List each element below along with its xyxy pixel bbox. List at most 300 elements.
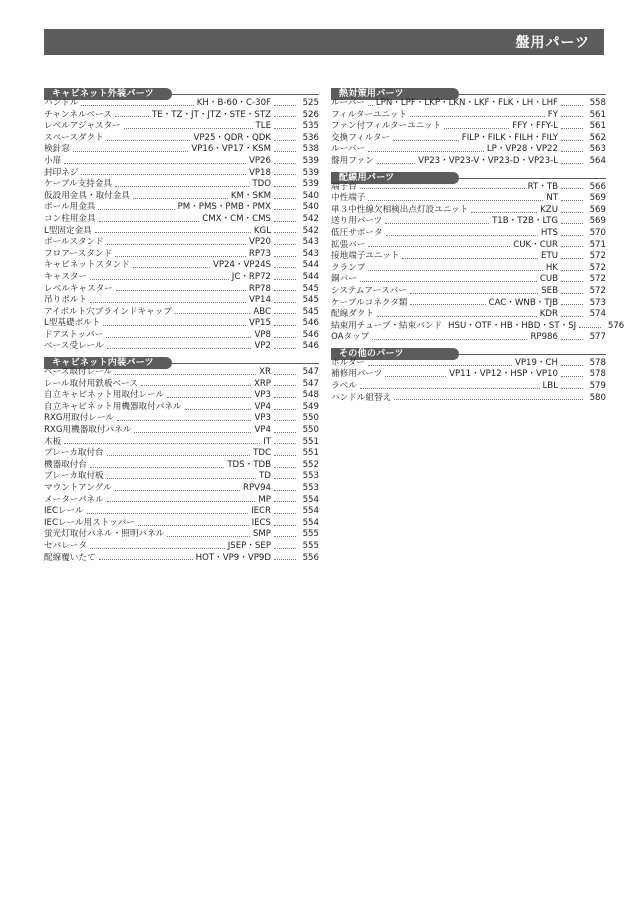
entry-name: 拡張バー bbox=[331, 239, 366, 250]
index-entry bbox=[331, 320, 625, 333]
entry-name: セパレータ bbox=[44, 540, 87, 551]
index-entry bbox=[44, 402, 319, 414]
dot-leader bbox=[274, 105, 296, 106]
dot-leader bbox=[99, 559, 193, 560]
dot-leader bbox=[107, 501, 256, 502]
entry-codes: RP78 bbox=[248, 283, 271, 294]
dot-leader bbox=[385, 376, 446, 377]
dot-leader bbox=[124, 128, 253, 129]
entry-page: 536 bbox=[302, 132, 319, 143]
entry-name: キャビネットスタンド bbox=[44, 260, 130, 271]
section-title: 熱対策用パーツ bbox=[331, 88, 459, 100]
dot-leader bbox=[561, 281, 583, 282]
entry-codes: VP14 bbox=[249, 295, 271, 306]
entry-page: 542 bbox=[302, 225, 319, 236]
entry-codes: CUB bbox=[539, 274, 558, 285]
dot-leader bbox=[410, 304, 485, 305]
index-entry bbox=[44, 518, 319, 530]
entry-codes: KH・B-60・C-30F bbox=[196, 98, 271, 108]
index-entry bbox=[331, 274, 606, 286]
entry-codes: KM・SKM bbox=[230, 190, 271, 201]
index-entry bbox=[44, 425, 319, 437]
dot-leader bbox=[402, 258, 538, 259]
entry-page: 550 bbox=[302, 425, 319, 436]
dot-leader bbox=[561, 376, 583, 377]
dot-leader bbox=[274, 337, 296, 338]
index-entry bbox=[44, 249, 319, 261]
index-entry bbox=[44, 390, 319, 402]
entry-codes: VP20 bbox=[249, 237, 271, 248]
dot-leader bbox=[167, 536, 250, 537]
entry-page: 539 bbox=[302, 155, 319, 166]
dot-leader bbox=[393, 140, 459, 141]
index-entry bbox=[44, 226, 319, 238]
index-entry bbox=[44, 307, 319, 319]
dot-leader bbox=[368, 151, 484, 152]
entry-name: ベース取付レール bbox=[44, 367, 113, 378]
entry-page: 545 bbox=[302, 295, 319, 306]
index-entry bbox=[331, 251, 606, 263]
dot-leader bbox=[64, 163, 246, 164]
entry-page: 561 bbox=[589, 121, 606, 132]
dot-leader bbox=[133, 267, 210, 268]
dot-leader bbox=[561, 116, 583, 117]
dot-leader bbox=[561, 304, 583, 305]
dot-leader bbox=[386, 235, 538, 236]
dot-leader bbox=[133, 198, 228, 199]
entry-page: 551 bbox=[302, 448, 319, 459]
dot-leader bbox=[64, 443, 260, 444]
entry-codes: RP73 bbox=[248, 248, 271, 259]
entry-codes: FILP・FILK・FILH・FILY bbox=[461, 132, 558, 143]
section-title: キャビネット外装パーツ bbox=[44, 88, 172, 100]
index-entry bbox=[331, 381, 606, 393]
entry-codes: JC・RP72 bbox=[231, 271, 271, 282]
dot-leader bbox=[274, 325, 296, 326]
dot-leader bbox=[410, 293, 538, 294]
entry-page: 539 bbox=[302, 167, 319, 178]
dot-leader bbox=[115, 116, 149, 117]
section bbox=[331, 172, 625, 344]
entry-name: ルーバー bbox=[331, 144, 365, 155]
dot-leader bbox=[561, 235, 583, 236]
entry-name: 低圧サポータ bbox=[331, 227, 383, 238]
dot-leader bbox=[117, 420, 252, 421]
entry-page: 540 bbox=[302, 190, 319, 201]
entry-codes: CUK・CUR bbox=[513, 239, 558, 250]
entry-name: 吊りボルト bbox=[44, 295, 87, 306]
index-entry bbox=[44, 284, 319, 296]
left-column bbox=[44, 88, 319, 568]
entry-codes: VP24・VP24S bbox=[212, 260, 271, 271]
index-entry bbox=[331, 332, 606, 344]
dot-leader bbox=[274, 513, 296, 514]
entry-name: 蛍光灯取付パネル・照明パネル bbox=[44, 529, 165, 540]
index-entry bbox=[331, 240, 606, 252]
index-entry bbox=[44, 133, 319, 145]
entry-codes: KGL bbox=[253, 225, 271, 236]
dot-leader bbox=[368, 200, 543, 201]
dot-leader bbox=[274, 443, 296, 444]
index-entry bbox=[44, 295, 319, 307]
entry-name: L型固定金具 bbox=[44, 225, 92, 236]
dot-leader bbox=[107, 455, 250, 456]
dot-leader bbox=[73, 151, 189, 152]
dot-leader bbox=[274, 302, 296, 303]
index-entry bbox=[331, 205, 606, 217]
entry-page: 543 bbox=[302, 237, 319, 248]
entry-codes: ABC bbox=[253, 306, 271, 317]
entry-codes: LP・VP28・VP22 bbox=[486, 144, 558, 155]
index-entry bbox=[331, 133, 606, 145]
dot-leader bbox=[90, 302, 246, 303]
entry-codes: LPN・LPF・LKP・LKN・LKF・FLK・LH・LHF bbox=[375, 98, 558, 108]
entry-page: 572 bbox=[589, 262, 606, 273]
dot-leader bbox=[274, 525, 296, 526]
index-entry bbox=[44, 202, 319, 214]
dot-leader bbox=[115, 490, 240, 491]
index-entry bbox=[331, 393, 606, 405]
entry-page: 577 bbox=[589, 332, 606, 343]
page-header bbox=[44, 29, 604, 55]
entry-page: 555 bbox=[302, 540, 319, 551]
entry-name: 機器取付台 bbox=[44, 459, 87, 470]
entry-name: フロアースタンド bbox=[44, 248, 113, 259]
index-entry bbox=[331, 369, 606, 381]
entry-name: 接地端子ユニット bbox=[331, 251, 400, 262]
entry-page: 558 bbox=[589, 98, 606, 108]
dot-leader bbox=[274, 174, 296, 175]
entry-name: RXG用機器取付パネル bbox=[44, 425, 132, 436]
entry-page: 551 bbox=[302, 436, 319, 447]
entry-codes: IT bbox=[263, 436, 271, 447]
entry-codes: VP25・QDR・QDK bbox=[193, 132, 271, 143]
entry-codes: TLE bbox=[255, 121, 271, 132]
entry-codes: T1B・T2B・LTG bbox=[492, 216, 558, 227]
entry-page: 540 bbox=[302, 202, 319, 213]
entry-name: レベルキャスター bbox=[44, 283, 113, 294]
entry-name: システムアースバー bbox=[331, 285, 407, 296]
dot-leader bbox=[561, 388, 583, 389]
dot-leader bbox=[274, 385, 296, 386]
entry-codes: XR bbox=[259, 367, 271, 378]
entry-codes: TD bbox=[259, 471, 271, 482]
entry-name: 交換フィルター bbox=[331, 132, 391, 143]
index-entry bbox=[44, 483, 319, 495]
entry-page: 570 bbox=[589, 227, 606, 238]
index-entry bbox=[331, 228, 606, 240]
entry-name: ホルダー bbox=[331, 357, 366, 368]
dot-leader bbox=[274, 209, 296, 210]
dot-leader bbox=[561, 365, 583, 366]
dot-leader bbox=[106, 337, 251, 338]
dot-leader bbox=[360, 388, 540, 389]
index-entry bbox=[44, 413, 319, 425]
entry-codes: VP3 bbox=[254, 390, 271, 401]
dot-leader bbox=[561, 212, 583, 213]
dot-leader bbox=[274, 467, 296, 468]
entry-name: 送り用パーツ bbox=[331, 216, 383, 227]
entry-codes: LBL bbox=[542, 381, 558, 392]
entry-name: 封印ネジ bbox=[44, 167, 79, 178]
entry-codes: FY bbox=[547, 109, 558, 120]
entry-codes: KDR bbox=[539, 309, 558, 320]
entry-page: 554 bbox=[302, 517, 319, 528]
dot-leader bbox=[274, 409, 296, 410]
entry-page: 550 bbox=[302, 413, 319, 424]
dot-leader bbox=[116, 290, 246, 291]
dot-leader bbox=[103, 325, 246, 326]
entry-page: 576 bbox=[607, 320, 625, 331]
dot-leader bbox=[368, 105, 373, 106]
entry-name: 結束用チューブ・結束バンド bbox=[331, 320, 443, 331]
dot-leader bbox=[561, 151, 583, 152]
entry-name: 単３中性線欠相検出点灯設ユニット bbox=[331, 204, 469, 215]
dot-leader bbox=[561, 105, 583, 106]
dot-leader bbox=[377, 316, 537, 317]
index-entry bbox=[44, 272, 319, 284]
entry-name: 補修用パーツ bbox=[331, 369, 383, 380]
dot-leader bbox=[87, 513, 248, 514]
section-title: キャビネット内装パーツ bbox=[44, 357, 172, 369]
dot-leader bbox=[90, 279, 229, 280]
dot-leader bbox=[274, 501, 296, 502]
entry-page: 553 bbox=[302, 483, 319, 493]
index-entry bbox=[44, 367, 319, 379]
dot-leader bbox=[274, 279, 296, 280]
dot-leader bbox=[115, 374, 256, 375]
entry-name: RXG用取付レール bbox=[44, 413, 114, 424]
entry-name: ブレーカ取付台 bbox=[44, 448, 104, 459]
entry-page: 544 bbox=[302, 271, 319, 282]
entry-codes: JSEP・SEP bbox=[227, 540, 271, 551]
entry-page: 572 bbox=[589, 251, 606, 262]
entry-page: 563 bbox=[589, 144, 606, 155]
index-entry bbox=[331, 286, 606, 298]
entry-codes: VP19・CH bbox=[514, 357, 558, 368]
dot-leader bbox=[394, 399, 583, 400]
entry-name: ブレーカ取付板 bbox=[44, 471, 104, 482]
entry-page: 542 bbox=[302, 213, 319, 224]
entry-name: コン柱用金具 bbox=[44, 213, 96, 224]
section-title: 配線用パーツ bbox=[331, 172, 459, 184]
index-entry bbox=[44, 260, 319, 272]
entry-codes: TDC bbox=[253, 448, 271, 459]
entry-name: L型基礎ボルト bbox=[44, 318, 101, 329]
dot-leader bbox=[377, 163, 415, 164]
dot-leader bbox=[274, 559, 296, 560]
section bbox=[44, 357, 319, 564]
entry-page: 547 bbox=[302, 367, 319, 378]
entry-codes: VP4 bbox=[254, 425, 271, 436]
entry-name: ハンドル組替え bbox=[331, 392, 392, 403]
entry-name: マウントアングル bbox=[44, 483, 112, 493]
entry-codes: CAC・WNB・TJB bbox=[488, 297, 558, 308]
entry-codes: VP23・VP23-V・VP23-D・VP23-L bbox=[418, 155, 558, 166]
dot-leader bbox=[81, 105, 193, 106]
entry-page: 526 bbox=[302, 109, 319, 120]
entry-codes: VP15 bbox=[249, 318, 271, 329]
dot-leader bbox=[185, 409, 252, 410]
index-entry bbox=[44, 379, 319, 391]
dot-leader bbox=[90, 548, 225, 549]
dot-leader bbox=[561, 163, 583, 164]
entry-name: OAタップ bbox=[331, 332, 370, 343]
dot-leader bbox=[274, 420, 296, 421]
dot-leader bbox=[561, 200, 583, 201]
dot-leader bbox=[579, 327, 601, 328]
entry-codes: HSU・OTF・HB・HBD・ST・SJ bbox=[448, 320, 577, 331]
index-entry bbox=[44, 168, 319, 180]
entry-page: 525 bbox=[302, 98, 319, 108]
dot-leader bbox=[274, 221, 296, 222]
dot-leader bbox=[372, 339, 527, 340]
dot-leader bbox=[274, 548, 296, 549]
entry-codes: IECR bbox=[251, 506, 271, 517]
entry-codes: RT・TB bbox=[527, 181, 558, 192]
entry-name: ルーバー bbox=[331, 98, 365, 108]
dot-leader bbox=[360, 188, 525, 189]
index-entry bbox=[44, 495, 319, 507]
entry-codes: RPV94 bbox=[243, 483, 271, 493]
dot-leader bbox=[561, 223, 583, 224]
index-entry bbox=[44, 471, 319, 483]
section bbox=[331, 348, 606, 404]
dot-leader bbox=[385, 223, 489, 224]
index-entry bbox=[44, 437, 319, 449]
dot-leader bbox=[274, 455, 296, 456]
dot-leader bbox=[274, 290, 296, 291]
entry-page: 546 bbox=[302, 341, 319, 352]
entry-codes: HTS bbox=[540, 227, 558, 238]
dot-leader bbox=[81, 174, 246, 175]
entry-name: ケーブルコネクタ類 bbox=[331, 297, 408, 308]
entry-codes: NT bbox=[546, 193, 558, 204]
entry-page: 553 bbox=[302, 471, 319, 482]
index-entry bbox=[44, 541, 319, 553]
entry-page: 546 bbox=[302, 318, 319, 329]
entry-page: 547 bbox=[302, 378, 319, 389]
index-entry bbox=[331, 110, 606, 122]
index-entry bbox=[44, 191, 319, 203]
entry-page: 544 bbox=[302, 260, 319, 271]
entry-name: レール取付用鉄板ベース bbox=[44, 378, 138, 389]
entry-page: 545 bbox=[302, 283, 319, 294]
dot-leader bbox=[274, 536, 296, 537]
entry-name: クランプ bbox=[331, 262, 366, 273]
entry-codes: TE・TZ・JT・JTZ・STE・STZ bbox=[152, 109, 271, 120]
index-entry bbox=[331, 309, 606, 321]
dot-leader bbox=[410, 116, 545, 117]
dot-leader bbox=[274, 397, 296, 398]
entry-codes: VP11・VP12・HSP・VP10 bbox=[449, 369, 558, 380]
dot-leader bbox=[274, 432, 296, 433]
dot-leader bbox=[175, 313, 251, 314]
entry-page: 552 bbox=[302, 459, 319, 470]
entry-name: ラベル bbox=[331, 381, 357, 392]
entry-page: 554 bbox=[302, 506, 319, 517]
dot-leader bbox=[274, 128, 296, 129]
section-title: その他のパーツ bbox=[331, 348, 459, 360]
dot-leader bbox=[274, 232, 296, 233]
right-column bbox=[331, 88, 625, 408]
entry-page: 579 bbox=[589, 381, 606, 392]
index-entry bbox=[44, 506, 319, 518]
entry-page: 561 bbox=[589, 109, 606, 120]
entry-page: 578 bbox=[589, 369, 606, 380]
dot-leader bbox=[167, 397, 251, 398]
dot-leader bbox=[368, 270, 543, 271]
entry-codes: VP3 bbox=[254, 413, 271, 424]
entry-page: 569 bbox=[589, 193, 606, 204]
dot-leader bbox=[274, 163, 296, 164]
dot-leader bbox=[561, 258, 583, 259]
index-entry bbox=[44, 553, 319, 565]
entry-name: ポールスタンド bbox=[44, 237, 104, 248]
entry-name: チャンネルベース bbox=[44, 109, 112, 120]
page-title: 盤用パーツ bbox=[515, 35, 590, 51]
entry-codes: TDO bbox=[252, 179, 271, 190]
entry-codes: SEB bbox=[541, 285, 558, 296]
entry-page: 549 bbox=[302, 401, 319, 412]
dot-leader bbox=[360, 281, 537, 282]
dot-leader bbox=[274, 490, 296, 491]
entry-name: 銅バー bbox=[331, 274, 357, 285]
entry-name: ファン付フィルターユニット bbox=[331, 121, 442, 132]
entry-codes: KZU bbox=[540, 204, 558, 215]
index-entry bbox=[44, 156, 319, 168]
entry-codes: RP986 bbox=[530, 332, 558, 343]
dot-leader bbox=[138, 525, 249, 526]
dot-leader bbox=[561, 339, 583, 340]
entry-page: 564 bbox=[589, 155, 606, 166]
entry-page: 571 bbox=[589, 239, 606, 250]
index-entry bbox=[331, 298, 606, 310]
entry-name: フィルターユニット bbox=[331, 109, 407, 120]
section bbox=[44, 88, 319, 353]
entry-page: 535 bbox=[302, 121, 319, 132]
dot-leader bbox=[274, 374, 296, 375]
dot-leader bbox=[274, 244, 296, 245]
entry-name: 端子台 bbox=[331, 181, 357, 192]
dot-leader bbox=[561, 128, 583, 129]
entry-codes: PM・PMS・PMB・PMX bbox=[177, 202, 271, 213]
index-entry bbox=[44, 529, 319, 541]
dot-leader bbox=[107, 244, 246, 245]
entry-codes: FFY・FFY-L bbox=[512, 121, 558, 132]
entry-page: 580 bbox=[589, 392, 606, 403]
entry-codes: VP16・VP17・KSM bbox=[191, 144, 271, 155]
index-entry bbox=[44, 318, 319, 330]
dot-leader bbox=[561, 188, 583, 189]
entry-page: 578 bbox=[589, 357, 606, 368]
dot-leader bbox=[561, 270, 583, 271]
dot-leader bbox=[274, 313, 296, 314]
entry-page: 555 bbox=[302, 529, 319, 540]
entry-codes: VP4 bbox=[254, 401, 271, 412]
index-entry bbox=[331, 193, 606, 205]
entry-name: メーターパネル bbox=[44, 494, 104, 505]
dot-leader bbox=[95, 232, 251, 233]
entry-codes: MP bbox=[258, 494, 271, 505]
index-entry bbox=[44, 448, 319, 460]
entry-codes: XRP bbox=[253, 378, 271, 389]
entry-codes: VP18 bbox=[249, 167, 271, 178]
index-entry bbox=[331, 144, 606, 156]
entry-name: 自立キャビネット用機器取付パネル bbox=[44, 401, 182, 412]
index-entry bbox=[44, 110, 319, 122]
dot-leader bbox=[107, 478, 256, 479]
